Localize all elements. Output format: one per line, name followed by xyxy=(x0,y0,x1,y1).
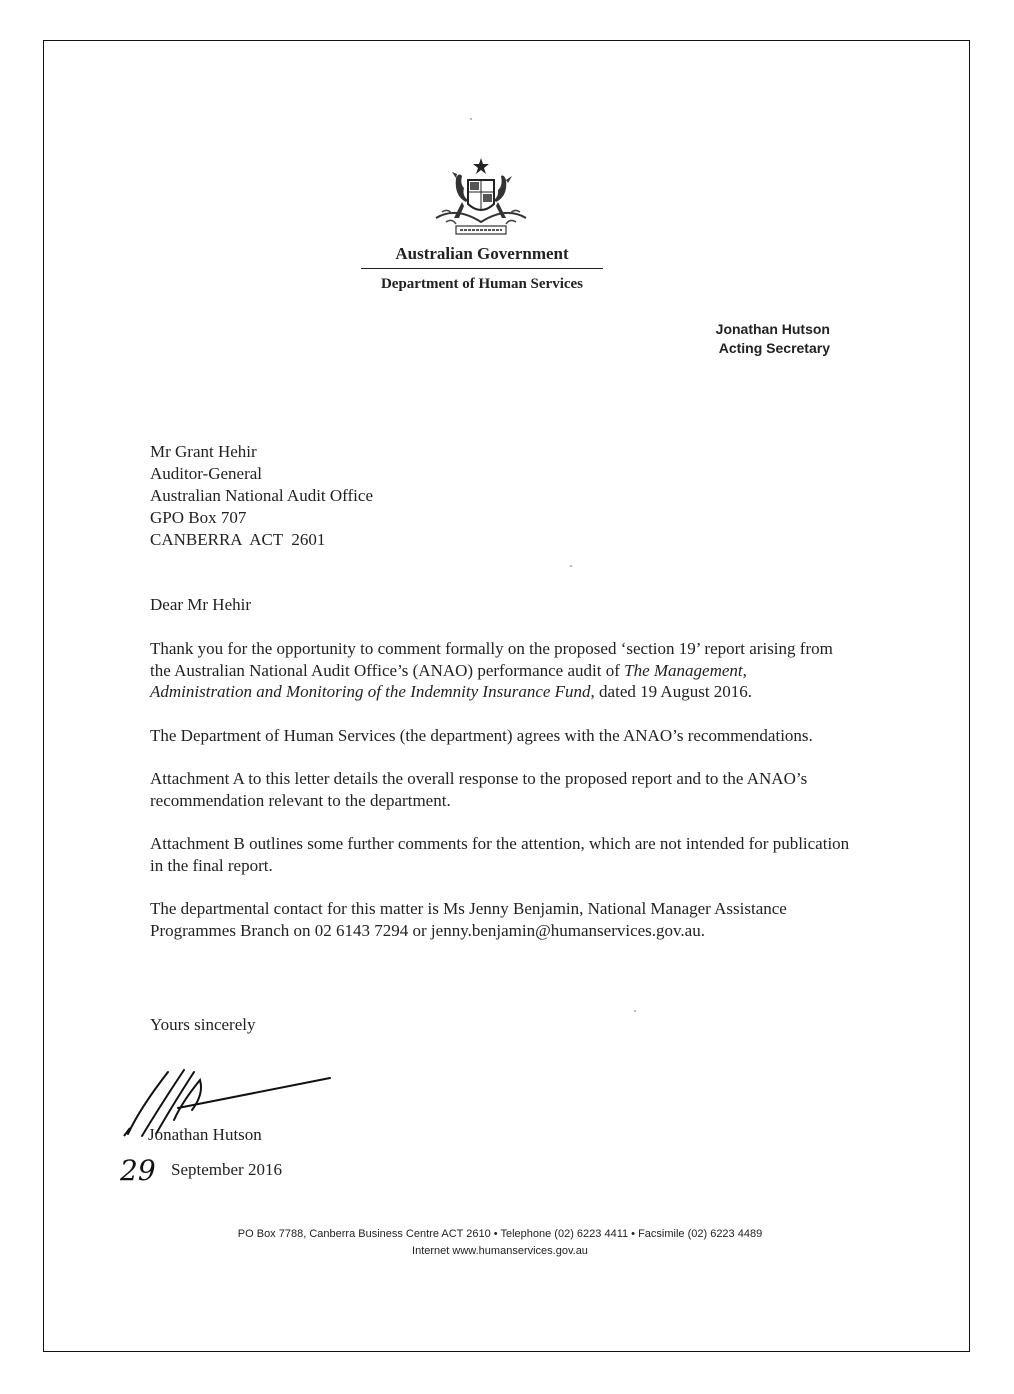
handwritten-day xyxy=(118,1150,158,1190)
paragraph-1-end: , dated 19 August 2016. xyxy=(590,682,753,701)
paragraph-3: Attachment A to this letter details the overall response to the proposed report and to the ANAO’s recommendation relevant to the department. xyxy=(150,769,808,810)
footer-website: Internet www.humanservices.gov.au xyxy=(412,1245,588,1257)
coat-of-arms-icon xyxy=(426,156,536,244)
handwritten-day-text: 29 xyxy=(120,1154,156,1187)
recipient-line: CANBERRA ACT 2601 xyxy=(150,530,326,549)
scan-speck xyxy=(634,1010,636,1012)
audit-title: The Management, Administration and Monitoring of the Indemnity Insurance Fund xyxy=(150,660,747,701)
scan-speck xyxy=(570,565,572,567)
paragraph-2: The Department of Human Services (the department) agrees with the ANAO’s recommendations. xyxy=(150,725,813,745)
letter-footer xyxy=(0,1226,1000,1260)
paragraph-1 xyxy=(150,638,850,703)
recipient-line: Auditor-General xyxy=(150,464,263,483)
closing: Yours sincerely xyxy=(150,1015,256,1034)
salutation: Dear Mr Hehir xyxy=(150,595,252,614)
paragraph-5: The departmental contact for this matter is Ms Jenny Benjamin, National Manager Assistance Programmes Branch on 02 6143 7294 or jenny.benjamin@humanservices.gov.au. xyxy=(150,899,787,940)
sender-name: Jonathan Hutson xyxy=(715,321,830,337)
paragraph-4: Attachment B outlines some further comments for the attention, which are not intended for publication in the final report. xyxy=(150,834,850,875)
scan-speck xyxy=(470,118,472,120)
sender-block xyxy=(716,320,830,358)
department-name: Department of Human Services xyxy=(380,276,584,292)
paragraph-1-intro: Thank you for the opportunity to comment formally on the proposed ‘section 19’ report arising from the Australian National Audit Office’s (ANAO) performance audit of xyxy=(150,639,833,680)
letter-body xyxy=(150,638,850,963)
recipient-line: Australian National Audit Office xyxy=(150,486,373,505)
recipient-address xyxy=(150,441,373,551)
date-month-year: September 2016 xyxy=(171,1160,282,1179)
recipient-line: Mr Grant Hehir xyxy=(150,442,257,461)
footer-contact: PO Box 7788, Canberra Business Centre ACT 2610 • Telephone (02) 6223 4411 • Facsimile (02) 6223 4489 xyxy=(237,1228,763,1240)
government-name: Australian Government xyxy=(361,244,603,269)
recipient-line: GPO Box 707 xyxy=(150,508,247,527)
sender-title: Acting Secretary xyxy=(718,340,830,356)
signer-name: Jonathan Hutson xyxy=(148,1125,262,1144)
